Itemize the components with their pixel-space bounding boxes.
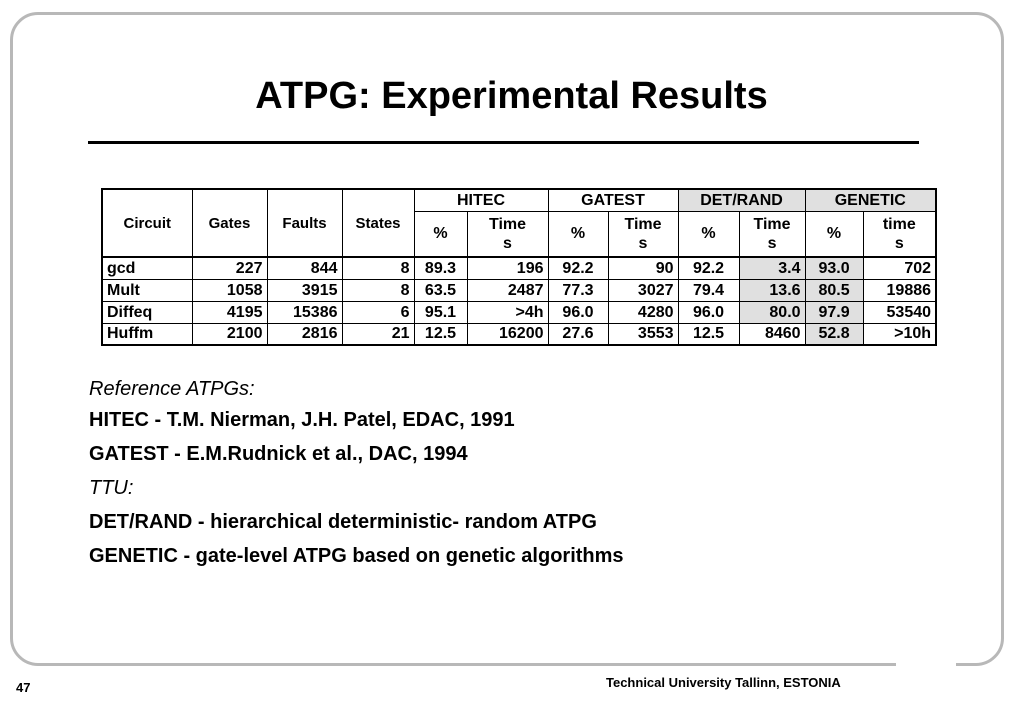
header-faults: Faults (267, 189, 342, 257)
cell-gates: 1058 (192, 279, 267, 301)
table-row (102, 301, 936, 323)
header-states: States (342, 189, 414, 257)
cell-detrand-pct: 96.0 (678, 301, 739, 323)
reference-hitec: HITEC - T.M. Nierman, J.H. Patel, EDAC, 1991 (89, 409, 515, 431)
cell-gatest-time: 90 (608, 257, 678, 279)
cell-genetic-time: 53540 (863, 301, 936, 323)
reference-genetic: GENETIC - gate-level ATPG based on genetic algorithms (89, 545, 624, 567)
cell-hitec-pct: 12.5 (414, 323, 467, 345)
cell-states: 6 (342, 301, 414, 323)
cell-genetic-pct: 80.5 (805, 279, 863, 301)
header-group-detrand: DET/RAND (678, 189, 805, 211)
cell-hitec-time: 196 (467, 257, 548, 279)
header-detrand-time: Time s (739, 211, 805, 257)
cell-genetic-time: 19886 (863, 279, 936, 301)
header-detrand-pct: % (678, 211, 739, 257)
cell-detrand-pct: 79.4 (678, 279, 739, 301)
cell-genetic-time: >10h (863, 323, 936, 345)
header-circuit: Circuit (102, 189, 192, 257)
cell-detrand-time: 80.0 (739, 301, 805, 323)
reference-detrand: DET/RAND - hierarchical deterministic- random ATPG (89, 511, 597, 533)
cell-genetic-time: 702 (863, 257, 936, 279)
footer-organization: Technical University Tallinn, ESTONIA (606, 675, 841, 690)
frame-gap (896, 660, 956, 672)
header-group-gatest: GATEST (548, 189, 678, 211)
cell-detrand-time: 3.4 (739, 257, 805, 279)
cell-gatest-time: 3027 (608, 279, 678, 301)
reference-heading: Reference ATPGs: (89, 378, 255, 400)
cell-circuit: Mult (102, 279, 192, 301)
cell-hitec-pct: 95.1 (414, 301, 467, 323)
cell-faults: 15386 (267, 301, 342, 323)
cell-states: 8 (342, 279, 414, 301)
cell-hitec-pct: 63.5 (414, 279, 467, 301)
table-row (102, 323, 936, 345)
header-gatest-time: Time s (608, 211, 678, 257)
table-header-row-groups (102, 189, 936, 211)
cell-faults: 2816 (267, 323, 342, 345)
page-number: 47 (16, 680, 31, 695)
cell-states: 8 (342, 257, 414, 279)
cell-hitec-time: 2487 (467, 279, 548, 301)
header-gatest-pct: % (548, 211, 608, 257)
reference-gatest: GATEST - E.M.Rudnick et al., DAC, 1994 (89, 443, 468, 465)
header-genetic-pct: % (805, 211, 863, 257)
slide-title: ATPG: Experimental Results (255, 75, 768, 117)
cell-gates: 227 (192, 257, 267, 279)
ttu-heading: TTU: (89, 477, 134, 499)
cell-detrand-pct: 12.5 (678, 323, 739, 345)
results-table (101, 188, 937, 346)
header-genetic-time: time s (863, 211, 936, 257)
cell-hitec-time: >4h (467, 301, 548, 323)
cell-detrand-time: 13.6 (739, 279, 805, 301)
header-group-hitec: HITEC (414, 189, 548, 211)
title-underline (88, 141, 919, 144)
cell-hitec-time: 16200 (467, 323, 548, 345)
cell-faults: 844 (267, 257, 342, 279)
table-row (102, 279, 936, 301)
cell-gates: 4195 (192, 301, 267, 323)
cell-faults: 3915 (267, 279, 342, 301)
cell-gates: 2100 (192, 323, 267, 345)
cell-circuit: gcd (102, 257, 192, 279)
cell-genetic-pct: 97.9 (805, 301, 863, 323)
cell-gatest-pct: 27.6 (548, 323, 608, 345)
cell-circuit: Huffm (102, 323, 192, 345)
header-group-genetic: GENETIC (805, 189, 936, 211)
cell-circuit: Diffeq (102, 301, 192, 323)
cell-genetic-pct: 93.0 (805, 257, 863, 279)
cell-gatest-pct: 92.2 (548, 257, 608, 279)
table-row (102, 257, 936, 279)
header-hitec-time: Time s (467, 211, 548, 257)
cell-hitec-pct: 89.3 (414, 257, 467, 279)
cell-gatest-pct: 77.3 (548, 279, 608, 301)
header-gates: Gates (192, 189, 267, 257)
cell-genetic-pct: 52.8 (805, 323, 863, 345)
header-hitec-pct: % (414, 211, 467, 257)
cell-gatest-time: 3553 (608, 323, 678, 345)
cell-states: 21 (342, 323, 414, 345)
cell-gatest-pct: 96.0 (548, 301, 608, 323)
cell-detrand-time: 8460 (739, 323, 805, 345)
cell-gatest-time: 4280 (608, 301, 678, 323)
cell-detrand-pct: 92.2 (678, 257, 739, 279)
